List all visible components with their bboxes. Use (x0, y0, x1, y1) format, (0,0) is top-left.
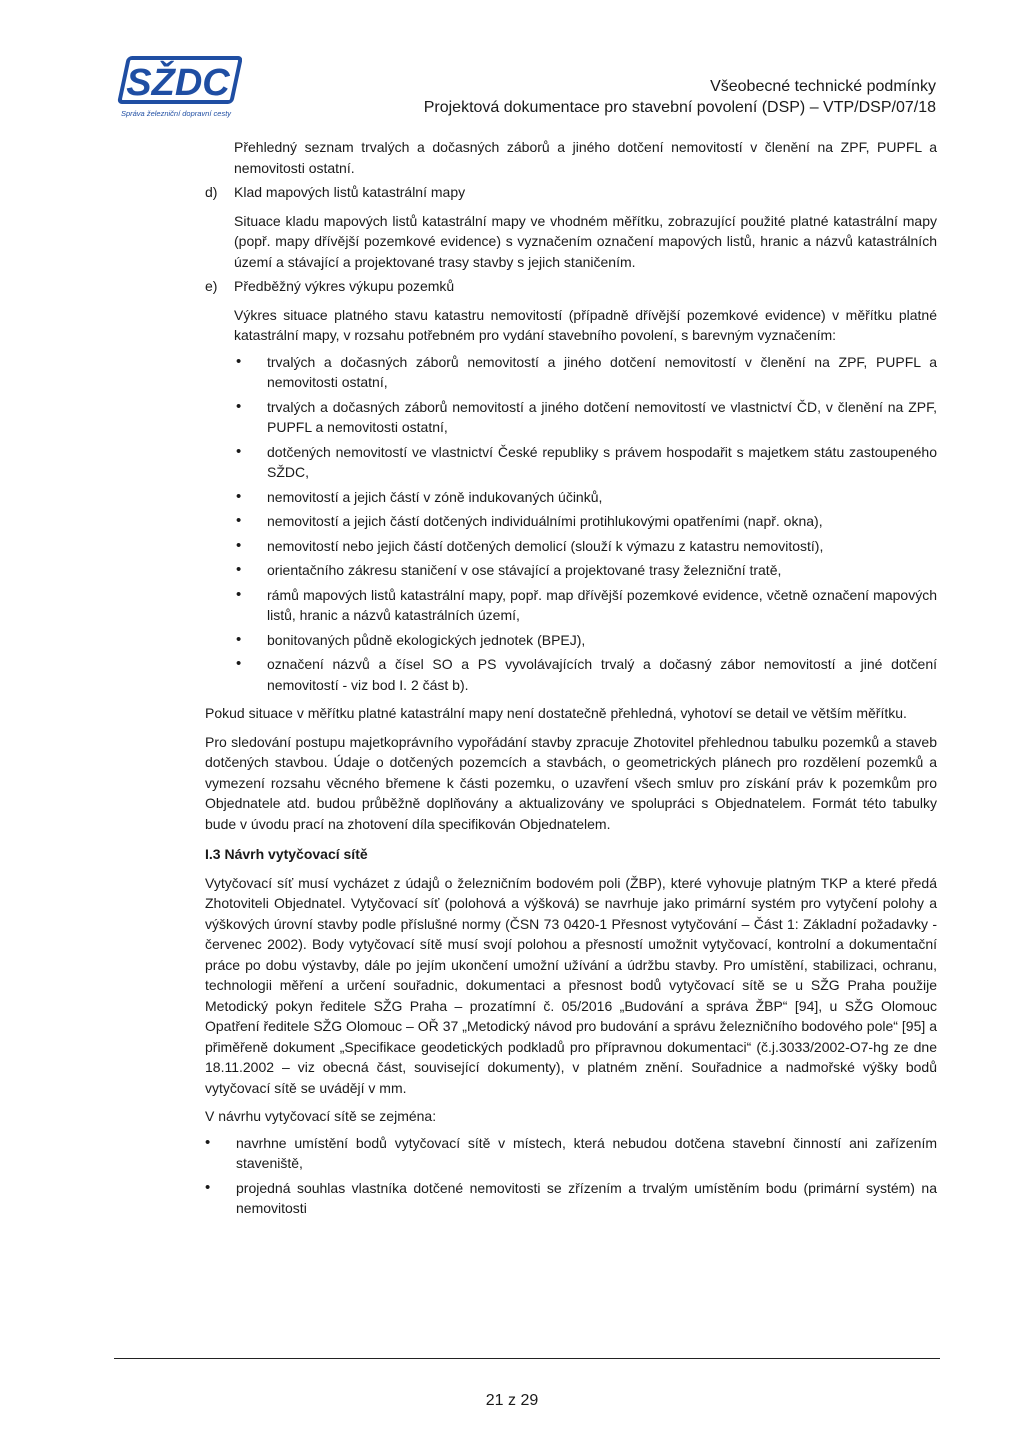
document-subtitle: Projektová dokumentace pro stavební povolení (DSP) – VTP/DSP/07/18 (423, 99, 936, 116)
section-heading: I.3 Návrh vytyčovací sítě (205, 846, 368, 862)
paragraph-detail: Pokud situace v měřítku platné katastrální mapy není dostatečně přehledná, vyhotoví se detail ve větším měřítku. (205, 705, 907, 721)
item-e-label: e) (205, 278, 218, 294)
list-item: • dotčených nemovitostí ve vlastnictví České republiky s právem hospodařit s majetkem státu zastoupeného SŽDC, (267, 442, 937, 483)
list-item: • orientačního zákresu staničení v ose stávající a projektované trasy železniční tratě, (267, 560, 937, 581)
item-d (205, 182, 937, 272)
item-d-label: d) (205, 184, 218, 200)
paragraph-network: Vytyčovací síť musí vycházet z údajů o železničním bodovém poli (ŽBP), které vyhovuje platným TKP a které předá Zhotoviteli Objednatel. Vytyčovací síť (polohová a výšková) se navrhuje jako primární systém pro vytyčení polohy a výškových úrovní stavby podle příslušné normy (ČSN 73 0420-1 Přesnost vytyčování – Část 1: Základní požadavky - červenec 2002). Body vytyčovací sítě musí svojí polohou a přesností umožnit vytyčovací, kontrolní a dokumentační práce po dobu výstavby, dále po jejím ukončení umožní užívání a údržbu stavby. Pro umístění, stabilizaci, ochranu, technologii měření a určení souřadnic, dokumentaci a přesnost bodů vytyčovací sítě se u SŽG Praha použije Metodický pokyn ředitele SŽG Praha – prozatímní č. 05/2016 „Budování a správa ŽBP“ [94], u SŽG Olomouc Opatření ředitele SŽG Olomouc – OŘ 37 „Metodický návod pro budování a správu železničního bodového pole“ [95] a přiměřeně dokument „Specifikace geodetických podkladů pro přípravnou dokumentaci“ (č.j.3033/2002-O7-hg ze dne 18.11.2002 – viz obecná část, související dokumenty), v platném znění. Souřadnice a nadmořské výšky bodů vytyčovací sítě se uvádějí v mm. (205, 874, 937, 1096)
item-d-text: Situace kladu mapových listů katastrální mapy ve vhodném měřítku, zobrazující použité platné katastrální mapy (popř. mapy dřívější pozemkové evidence) s vyznačením označení mapových listů, hranic a názvů katastrálních území a stávající a projektované trasy stavby s jejich staničením. (234, 212, 937, 270)
intro-paragraph: Přehledný seznam trvalých a dočasných záborů a jiného dotčení nemovitostí v členění na ZPF, PUPFL a nemovitosti ostatní. (234, 139, 937, 176)
network-bullet-list (205, 1133, 937, 1219)
footer-divider (114, 1358, 940, 1359)
paragraph-table: Pro sledování postupu majetkoprávního vypořádání stavby zpracuje Zhotovitel přehlednou tabulku pozemků a staveb dotčených stavbou. Údaje o dotčených pozemcích a stavbách, o geometrických plánech pro rozdělení pozemků a vymezení rozsahu věcného břemene k části pozemku, o uzavření všech smluv pro získání práv k pozemkům pro Objednatele atd. budou průběžně doplňovány a aktualizovány ve spolupráci s Objednatelem. Formát této tabulky bude v úvodu prací na zhotovení díla specifikován Objednatelem. (205, 733, 937, 832)
page-number: 21 z 29 (485, 1392, 539, 1409)
item-e-bullet-list (205, 352, 937, 696)
list-item: • označení názvů a čísel SO a PS vyvolávajících trvalý a dočasný zábor nemovitostí a jiné dotčení nemovitostí - viz bod I. 2 část b). (267, 654, 937, 695)
list-item: • navrhne umístění bodů vytyčovací sítě v místech, která nebudou dotčena stavební činností ani zařízením staveniště, (236, 1133, 937, 1174)
list-item: • trvalých a dočasných záborů nemovitostí a jiného dotčení nemovitostí ve vlastnictví ČD, v členění na ZPF, PUPFL a nemovitosti ostatní, (267, 397, 937, 438)
szdc-logo (116, 52, 242, 122)
list-item: • nemovitostí a jejich částí v zóně indukovaných účinků, (267, 487, 937, 508)
document-body (205, 137, 937, 1223)
list-item: • nemovitostí a jejich částí dotčených individuálními protihlukovými opatřeními (např. okna), (267, 511, 937, 532)
paragraph-list-intro: V návrhu vytyčovací sítě se zejména: (205, 1108, 437, 1124)
item-e-title: Předběžný výkres výkupu pozemků (234, 278, 455, 294)
list-item: • trvalých a dočasných záborů nemovitostí a jiného dotčení nemovitostí v členění na ZPF, PUPFL a nemovitosti ostatní, (267, 352, 937, 393)
list-item: • rámů mapových listů katastrální mapy, popř. map dřívější pozemkové evidence, včetně označení mapových listů, hranic a názvů katastrálních území, (267, 585, 937, 626)
svg-text:Správa železniční dopravní ces: Správa železniční dopravní cesty (120, 109, 232, 118)
document-title: Všeobecné technické podmínky (710, 78, 936, 95)
list-item: • nemovitostí nebo jejich částí dotčených demolicí (slouží k výmazu z katastru nemovitostí), (267, 536, 937, 557)
item-e (205, 276, 937, 346)
svg-text:SŽDC: SŽDC (126, 62, 230, 104)
item-d-title: Klad mapových listů katastrální mapy (234, 184, 466, 200)
list-item: • projedná souhlas vlastníka dotčené nemovitosti se zřízením a trvalým umístěním bodu (primární systém) na nemovitosti (236, 1178, 937, 1219)
item-e-text: Výkres situace platného stavu katastru nemovitostí (případně dřívější pozemkové evidence) v měřítku platné katastrální mapy, v rozsahu potřebném pro vydání stavebního povolení, s barevným vyznačením: (234, 306, 937, 343)
list-item: • bonitovaných půdně ekologických jednotek (BPEJ), (267, 630, 937, 651)
page-header (116, 52, 938, 122)
